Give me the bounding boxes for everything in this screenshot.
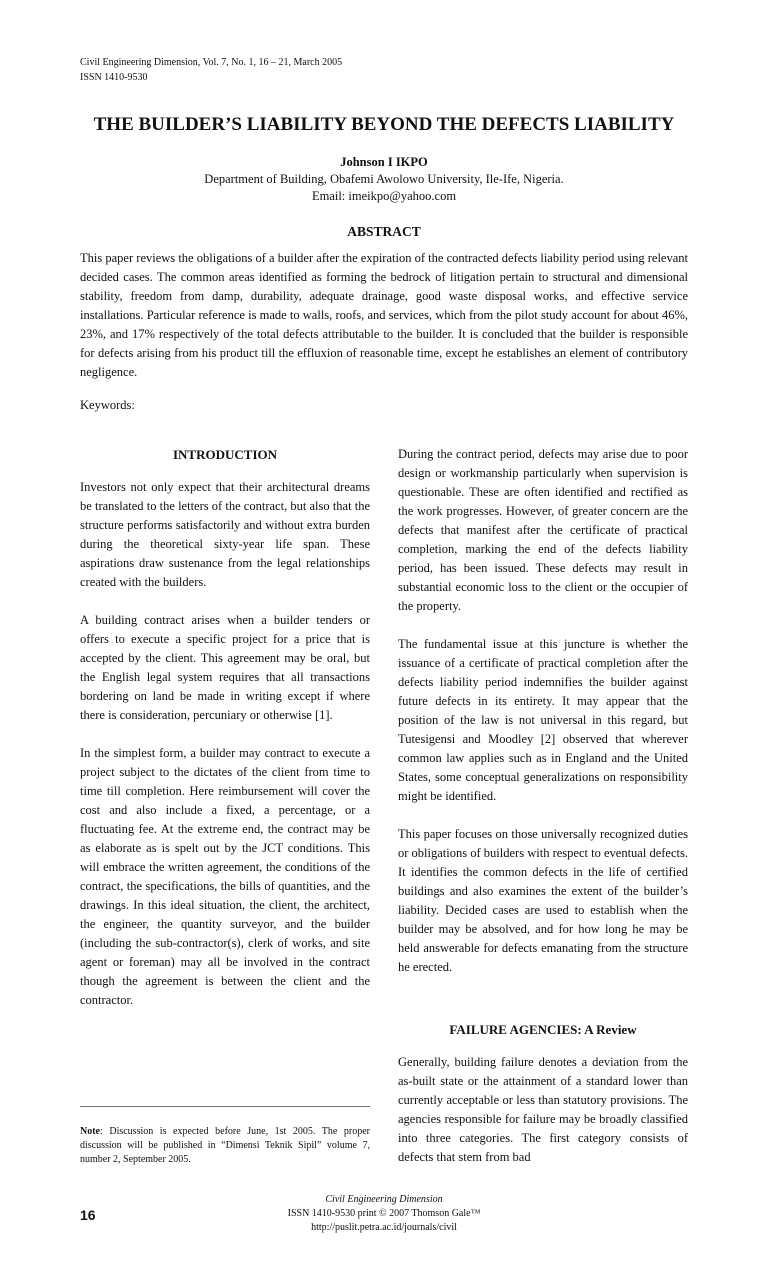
footer-url[interactable]: http://puslit.petra.ac.id/journals/civil bbox=[311, 1222, 457, 1233]
paragraph: A building contract arises when a builder tenders or offers to execute a specific project for a price that is accepted by the client. This agreement may be oral, but the English legal system requires that all transactions bordering on land be made in writing except if where there is consideration, percuniary or otherwise [1]. bbox=[80, 613, 370, 722]
paragraph: Generally, building failure denotes a deviation from the as-built state or the attainment of a standard lower than currently acceptable or less than statutory provisions. The agencies responsible for failure may be broadly classified into three categories. The first category consists of defects that stem from bad bbox=[398, 1055, 688, 1164]
page-footer bbox=[80, 1193, 688, 1241]
journal-citation: Civil Engineering Dimension, Vol. 7, No. 1, 16 – 21, March 2005 bbox=[80, 57, 343, 68]
paragraph: During the contract period, defects may arise due to poor design or workmanship particularly when supervision is questionable. These are often identified and rectified as the work progresses. However, of greater concern are the defects that manifest after the certificate of practical completion, marking the end of the defects liability period, has been issued. These defects may result in substantial economic loss to the client or the occupier of the property. bbox=[398, 447, 688, 613]
footnote-divider bbox=[80, 1106, 370, 1107]
footnote bbox=[80, 1125, 370, 1167]
email: Email: imeikpo@yahoo.com bbox=[311, 189, 457, 203]
paper-title: THE BUILDER’S LIABILITY BEYOND THE DEFECTS LIABILITY bbox=[93, 114, 675, 135]
paragraph: Investors not only expect that their architectural dreams be translated to the letters of the contract, but also that the structure performs satisfactorily and without extra burden during the theoretical sixty-year life span. These aspirations draw sustenance from the legal relationships created with the builders. bbox=[80, 480, 370, 589]
abstract-heading: ABSTRACT bbox=[347, 224, 421, 239]
issn: ISSN 1410-9530 bbox=[80, 72, 148, 83]
two-column-body bbox=[80, 445, 688, 1167]
abstract-text: This paper reviews the obligations of a builder after the expiration of the contracted defects liability period using relevant decided cases. The common areas identified as forming the bedrock of litigation pertain to structural and dimensional stability, freedom from damp, durability, adequate drainage, good waste disposal works, and effective service installations. Particular reference is made to walls, roofs, and services, which from the pilot study account for about 46%, 23%, and 17% respectively of the total defects attributable to the builder. It is concluded that the builder is responsible for defects arising from his product till the effluxion of reasonable time, except he establishes an element of contributory negligence. bbox=[80, 251, 688, 379]
paragraph: In the simplest form, a builder may contract to execute a project subject to the dictates of the client from time to time till completion. Here reimbursement will cover the cost and also include a fixed, a percentage, or a fluctuating fee. At the extreme end, the contract may be as elaborate as is spelt out by the JCT conditions. This will embrace the written agreement, the conditions of the contract, the specifications, the bills of quantities, and the drawings. In this ideal situation, the client, the architect, the engineer, the quantity surveyor, and the builder (including the sub-contractor(s), clerk of works, and site agent or foreman) may all be involved in the contract though the agreement is between the client and the contractor. bbox=[80, 746, 370, 1007]
affiliation: Department of Building, Obafemi Awolowo University, Ile-Ife, Nigeria. bbox=[204, 172, 564, 186]
page-number: 16 bbox=[80, 1207, 96, 1223]
keywords: Keywords: bbox=[80, 398, 135, 412]
paragraph: The fundamental issue at this juncture is whether the issuance of a certificate of practical completion after the defects liability period indemnifies the builder against future defects in its entirety. It may appear that the position of the law is not universal in this regard, but Tutesigensi and Moodley [2] observed that wherever common law applies such as in England and the United States, some conceptual generalizations on responsibility might be identified. bbox=[398, 637, 688, 803]
paragraph: This paper focuses on those universally recognized duties or obligations of builders with respect to eventual defects. It identifies the common defects in the life of certified buildings and also examines the extent of the builder’s liability. Decided cases are used to establish when the builder may be absolved, and for how long he may be held answerable for defects emanating from the structure he erected. bbox=[398, 827, 688, 974]
footer-text bbox=[80, 1193, 688, 1235]
note-label: Note bbox=[80, 1126, 100, 1137]
running-header bbox=[80, 55, 688, 85]
note-text: : Discussion is expected before June, 1st 2005. The proper discussion will be published in “Dimensi Teknik Sipil” volume 7, number 2, September 2005. bbox=[80, 1126, 370, 1165]
footer-issn: ISSN 1410-9530 print © 2007 Thomson Gale™ bbox=[287, 1208, 481, 1219]
column-spacer bbox=[80, 1029, 370, 1100]
left-column bbox=[80, 445, 370, 1167]
author-block bbox=[80, 154, 688, 205]
footer-journal: Civil Engineering Dimension bbox=[325, 1194, 443, 1205]
right-column bbox=[398, 445, 688, 1167]
author-name: Johnson I IKPO bbox=[340, 155, 428, 169]
section-heading-failure-agencies: FAILURE AGENCIES: A Review bbox=[449, 1022, 637, 1037]
section-heading-introduction: INTRODUCTION bbox=[172, 447, 277, 462]
